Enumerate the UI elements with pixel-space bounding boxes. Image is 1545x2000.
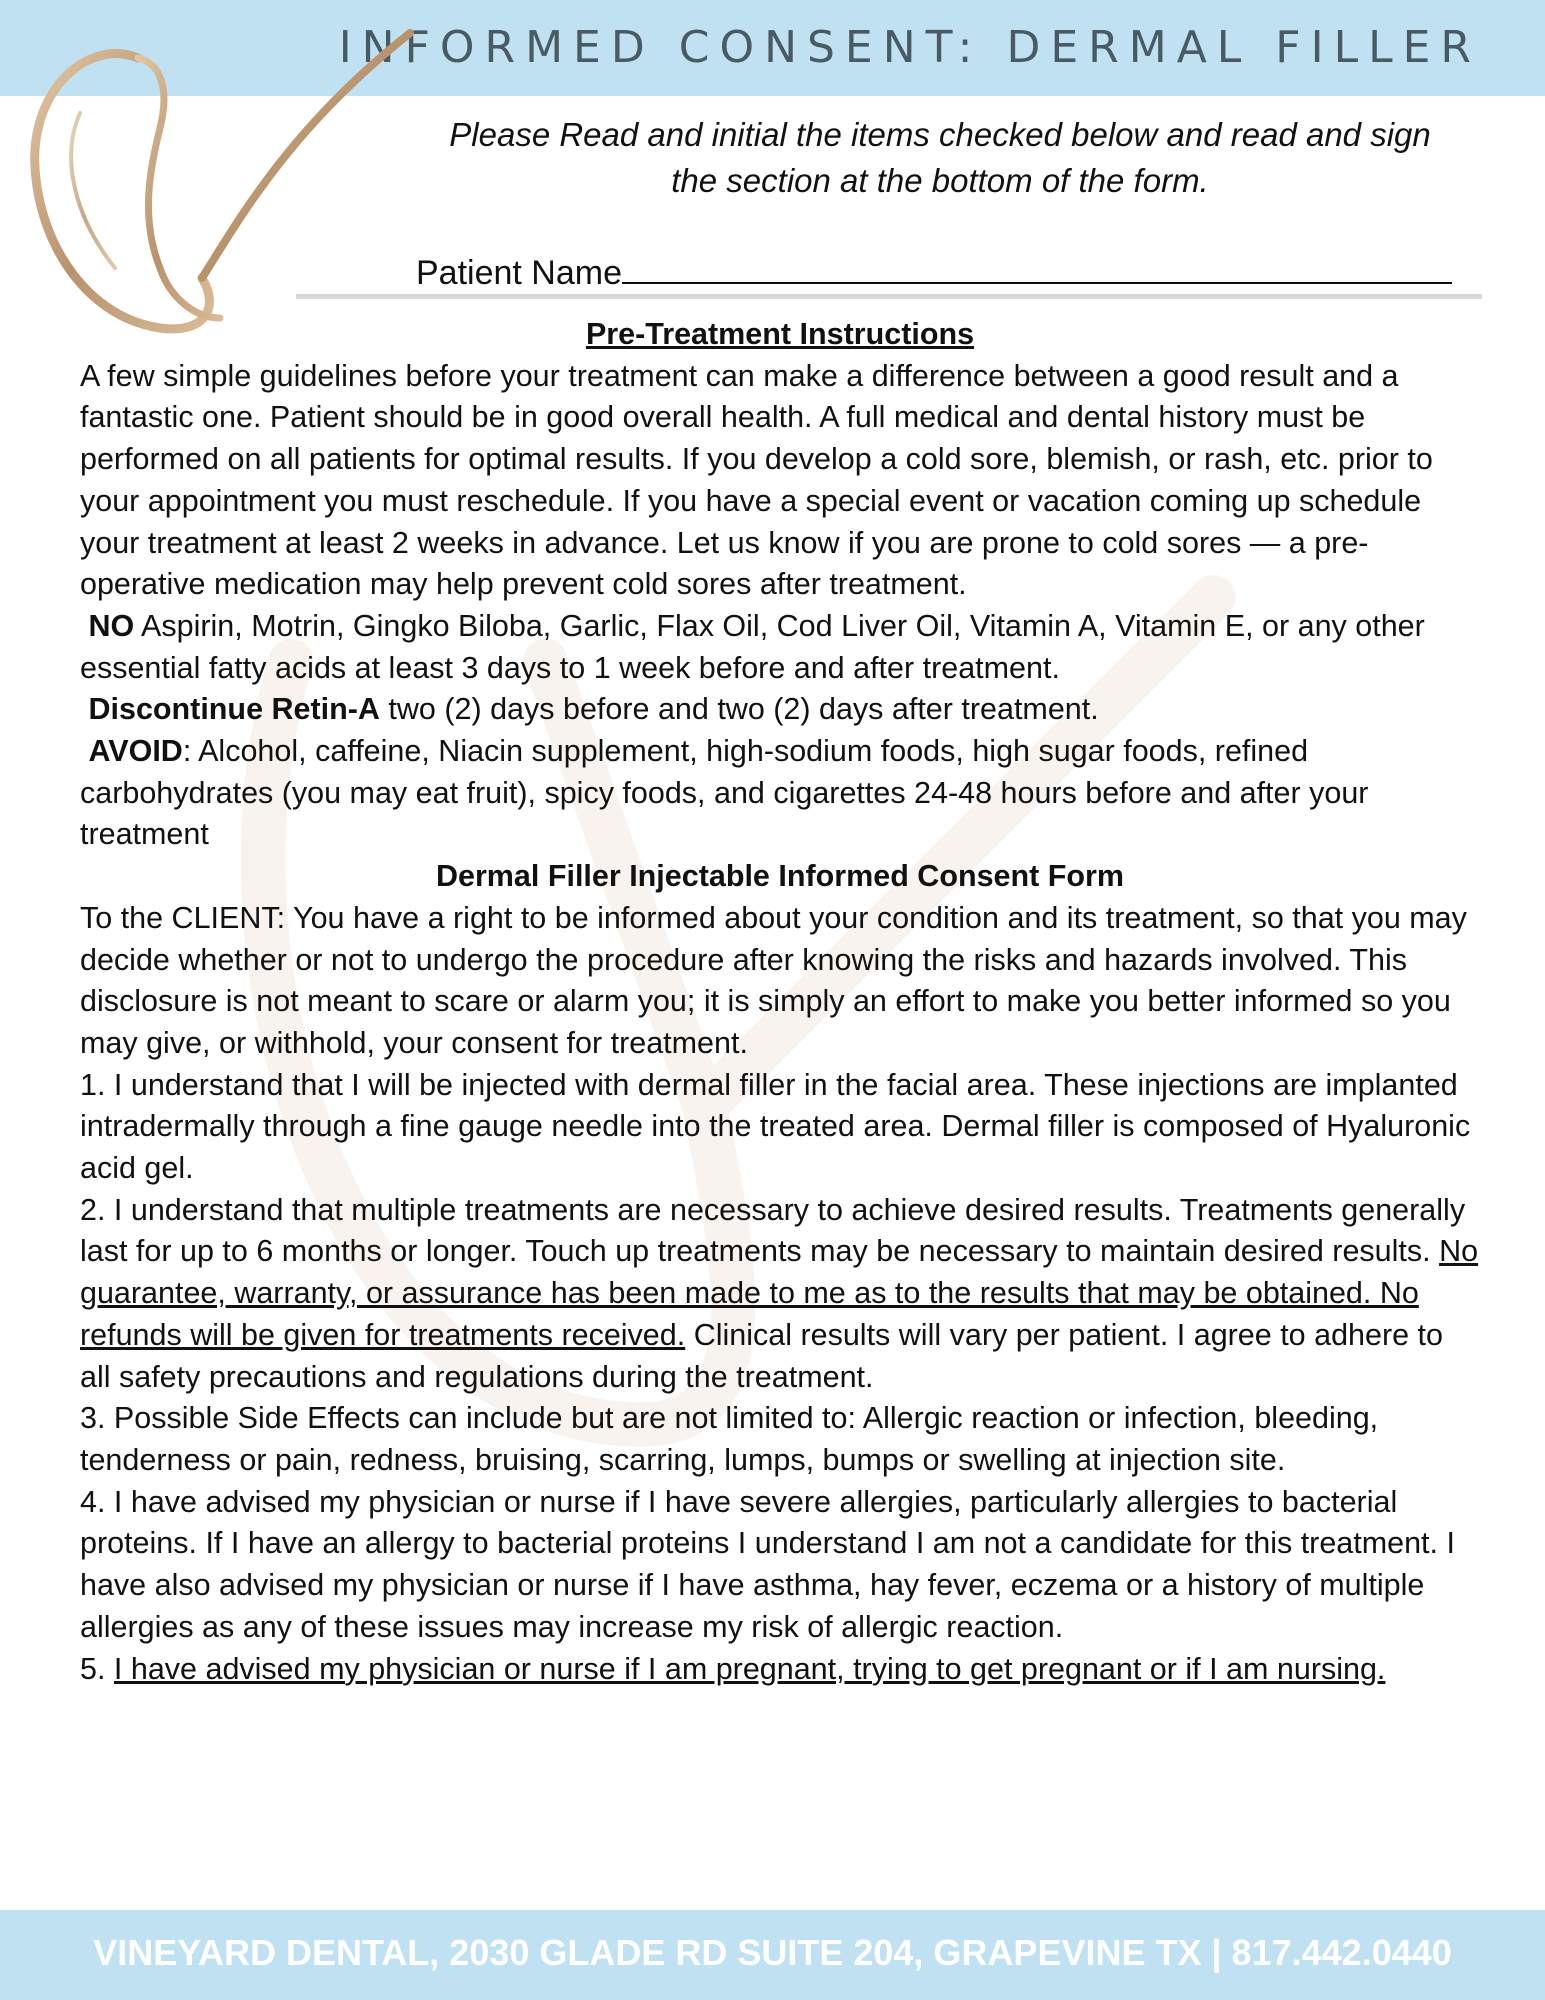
form-instructions (400, 112, 1480, 204)
client-notice: To the CLIENT: You have a right to be informed about your condition and its treatment, so that you may decide whether or not to undergo the procedure after knowing the risks and hazards involved. This disclosure is not meant to scare or alarm you; it is simply an effort to make you better informed so you may give, or withhold, your consent for treatment. (80, 900, 1467, 1060)
pre-treatment-heading: Pre-Treatment Instructions (585, 317, 975, 351)
avoid-text: : Alcohol, caffeine, Niacin supplement, high-sodium foods, high sugar foods, refined carbohydrates (you may eat fruit), spicy foods, and cigarettes 24-48 hours before and after your treatment (80, 734, 1369, 852)
consent-heading: Dermal Filler Injectable Informed Consent Form (435, 859, 1125, 894)
consent-item-5: 5. I have advised my physician or nurse if I am pregnant, trying to get pregnant or if I am nursing. (80, 1651, 1386, 1686)
no-guarantee-statement: No guarantee, warranty, or assurance has been made to me as to the results that may be obtained. No refunds will be given for treatments received. (80, 1234, 1479, 1352)
pre-treatment-intro: A few simple guidelines before your treatment can make a difference between a good result and a fantastic one. Patient should be in good overall health. A full medical and dental history must be performed on all patients for optimal results. If you develop a cold sore, blemish, or rash, etc. prior to your appointment you must reschedule. If you have a special event or vacation coming up schedule your treatment at least 2 weeks in advance. Let us know if you are prone to cold sores — a pre-operative medication may help prevent cold sores after treatment. (80, 358, 1433, 602)
avoid-label: AVOID (88, 734, 183, 769)
instructions-line-1: Please Read and initial the items checked below and read and sign (449, 116, 1431, 153)
form-body (80, 314, 1480, 1690)
patient-name-label: Patient Name (416, 254, 622, 292)
no-label: NO (88, 608, 135, 643)
no-text: Aspirin, Motrin, Gingko Biloba, Garlic, Flax Oil, Cod Liver Oil, Vitamin A, Vitamin E, or any other essential fatty acids at least 3 days to 1 week before and after treatment. (80, 608, 1425, 685)
retin-a-text: two (2) days before and two (2) days after treatment. (379, 692, 1099, 727)
consent-item-3: 3. Possible Side Effects can include but are not limited to: Allergic reaction or infection, bleeding, tenderness or pain, redness, bruising, scarring, lumps, bumps or swelling at injection site. (80, 1401, 1379, 1477)
pregnancy-statement: I have advised my physician or nurse if I am pregnant, trying to get pregnant or if I am nursing. (113, 1651, 1386, 1686)
consent-item-1: 1. I understand that I will be injected with dermal filler in the facial area. These injections are implanted intradermally through a fine gauge needle into the treated area. Dermal filler is composed of Hyaluronic acid gel. (80, 1067, 1471, 1186)
avoid-paragraph (80, 731, 1480, 856)
footer-contact: VINEYARD DENTAL, 2030 GLADE RD SUITE 204, GRAPEVINE TX | 817.442.0440 (93, 1932, 1452, 1973)
patient-name-signature-line[interactable] (622, 250, 1452, 284)
retin-a-label: Discontinue Retin-A (88, 692, 380, 727)
document-title: INFORMED CONSENT: DERMAL FILLER (338, 22, 1481, 73)
header-divider (296, 294, 1482, 299)
instructions-line-2: the section at the bottom of the form. (671, 162, 1209, 199)
patient-name-field[interactable] (416, 250, 1452, 293)
retin-a-paragraph (80, 689, 1480, 731)
consent-item-2: 2. I understand that multiple treatments are necessary to achieve desired results. Treatments generally last for up to 6 months or longer. Touch up treatments may be necessary to maintain desired results. No guarantee, warranty, or assurance has been made to me as to the results that may be obtained. No refunds will be given for treatments received. Clinical results will vary per patient. I agree to adhere to all safety precautions and regulations during the treatment. (80, 1192, 1479, 1394)
consent-item-4: 4. I have advised my physician or nurse if I have severe allergies, particularly allergies to bacterial proteins. If I have an allergy to bacterial proteins I understand I am not a candidate for this treatment. I have also advised my physician or nurse if I have asthma, hay fever, eczema or a history of multiple allergies as any of these issues may increase my risk of allergic reaction. (80, 1484, 1455, 1644)
no-medications-paragraph (80, 606, 1480, 689)
